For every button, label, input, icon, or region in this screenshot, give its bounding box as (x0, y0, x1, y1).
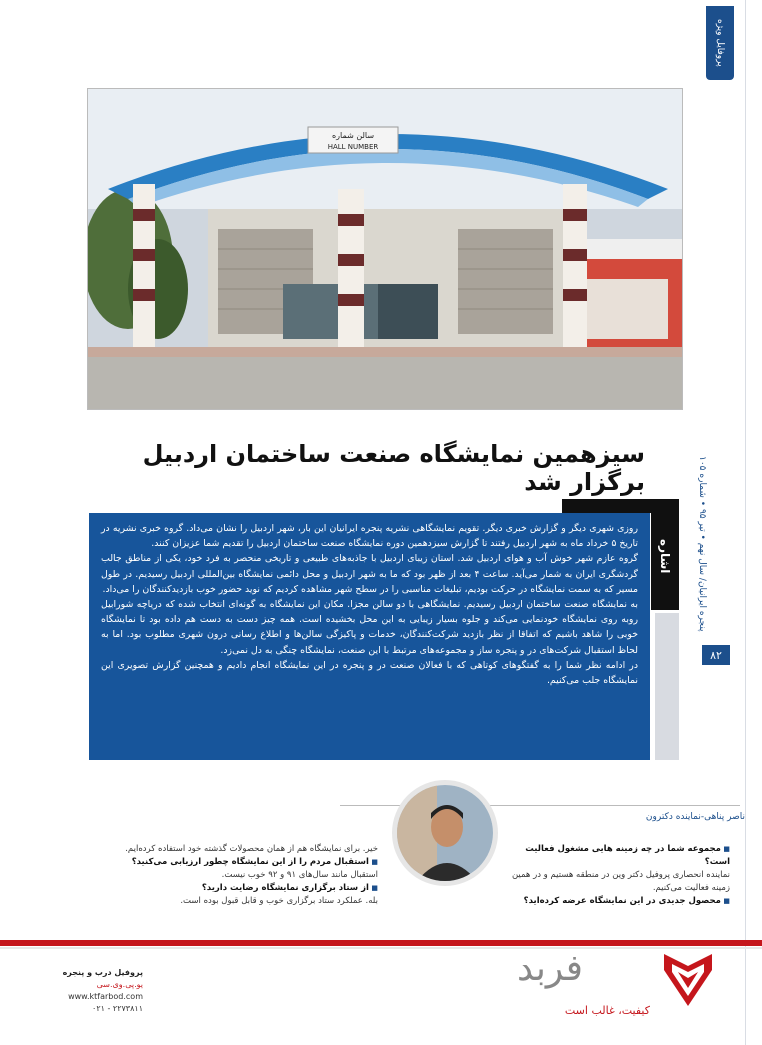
abstract-box (89, 513, 650, 760)
question: ■ محصول جدیدی در این نمایشگاه عرضه کرده‌اید؟ (505, 895, 730, 908)
answer: استقبال مانند سال‌های ۹۱ و ۹۲ خوب نیست. (221, 870, 378, 880)
contact-block (18, 967, 143, 1015)
article-headline: سیزهمین نمایشگاه صنعت ساختمان اردبیل برگزار شد (142, 440, 645, 496)
exhibition-hall-photo (87, 88, 683, 410)
abstract-paragraph: گروه عازم شهر خوش آب و هوای اردبیل شد. استان زیبای اردبیل با جاذبه‌های طبیعی و تاریخی منحصر به فرد خود، یکی از مناطق جالب گردشگری ایران به شمار می‌آید. ساعت ۴ بعد از ظهر بود که ما به شهر اردبیل و محل دائمی نمایشگاه بین‌المللی اردبیل رسیدیم. در طول مسیر که به سمت نمایشگاه در حرکت بودیم، تبلیغات مناسبی را در سطح شهر مشاهده کردیم که نوید حضور خوب بازدیدکنندگان را می‌داد. (101, 553, 638, 595)
section-tab: پروفایل ویژه (706, 6, 734, 80)
question: ■ از ستاد برگزاری نمایشگاه رضایت دارید؟ (108, 882, 378, 895)
question: ■ مجموعه شما در چه زمینه هایی مشغول فعالیت است؟ (505, 843, 730, 869)
brand-logo: فربد (517, 948, 583, 989)
contact-subtitle: یو.پی.وی.سی (96, 980, 143, 989)
question: ■ استقبال مردم را از این نمایشگاه چطور ارزیابی می‌کنید؟ (108, 856, 378, 869)
avatar (392, 780, 498, 886)
website-link[interactable]: www.ktfarbod.com (68, 992, 143, 1001)
interview-left-column (108, 843, 378, 908)
abstract-paragraph: در ادامه نظر شما را به گفتگوهای کوتاهی که با فعالان صنعت در و پنجره در این نمایشگاه انجام دادیم و همچنین گزارش تصویری این نمایشگاه جلب می‌کنیم. (101, 659, 638, 687)
running-header: پنجره ایرانیان/ سال نهم • تیر ۹۵ • شماره ۱۰۵ (697, 456, 707, 632)
abstract-paragraph: به نمایشگاه صنعت ساختمان اردبیل رسیدیم. نمایشگاهی با دو سالن مجزا. مکان این نمایشگاه به گونه‌ای انتخاب شده که دریاچه شورابیل روبه روی نمایشگاه خودنمایی می‌کند و جلوه بسیار زیبایی به این محل بخشیده است. همه چیز دست به دست هم داده بود تا نمایشگاه خوبی را شاهد باشیم که اتفاقا از نظر بازدید شرکت‌کنندگان، خدمات و پاکیزگی سالن‌ها و اطلاع رسانی درون شهری مطلوب بود. اما به لحاظ استقبال شرکت‌های در و پنجره ساز و مجموعه‌های مرتبط با این صنعت، نمایشگاه چنگی به دل نمی‌زد. (101, 599, 638, 656)
page-number: ۸۲ (702, 645, 730, 665)
abstract-label: اشاره (651, 502, 679, 610)
photo-sign-fa: سالن شماره (331, 131, 375, 140)
answer: خیر. برای نمایشگاه هم از همان محصولات گذشته خود استفاده کرده‌ایم. (125, 844, 378, 854)
brand-emblem-icon (660, 950, 716, 1010)
speaker-name: ناصر پناهی-نماینده دکترون (645, 812, 745, 822)
abstract-paragraph: روزی شهری دیگر و گزارش خبری دیگر. تقویم نمایشگاهی نشریه پنجره ایرانیان این بار، شهر اردبیل را نشان می‌داد. گروه خبری نشریه در تاریخ ۵ خرداد ماه به شهر اردبیل رفتند تا گزارش سیزدهمین دوره نمایشگاه صنعت ساختمان اردبیل را تقدیم شما عزیزان کنند. (101, 523, 638, 550)
photo-sign-en: HALL NUMBER (327, 143, 379, 151)
interview-right-column (505, 843, 730, 908)
answer: نماینده انحصاری پروفیل دکتر وین در منطقه هستیم و در همین زمینه فعالیت می‌کنیم. (511, 870, 730, 893)
contact-title: پروفیل درب و پنجره (62, 968, 143, 977)
footer-red-bar (0, 940, 762, 946)
answer: بله. عملکرد ستاد برگزاری خوب و قابل قبول بوده است. (180, 896, 378, 906)
page-edge-rule (745, 0, 746, 1045)
brand-slogan: کیفیت، غالب است (564, 1004, 650, 1017)
phone-number: ۰۲۱ - ۲۲۷۳۸۱۱ (92, 1004, 143, 1013)
abstract-shadow (655, 613, 679, 760)
